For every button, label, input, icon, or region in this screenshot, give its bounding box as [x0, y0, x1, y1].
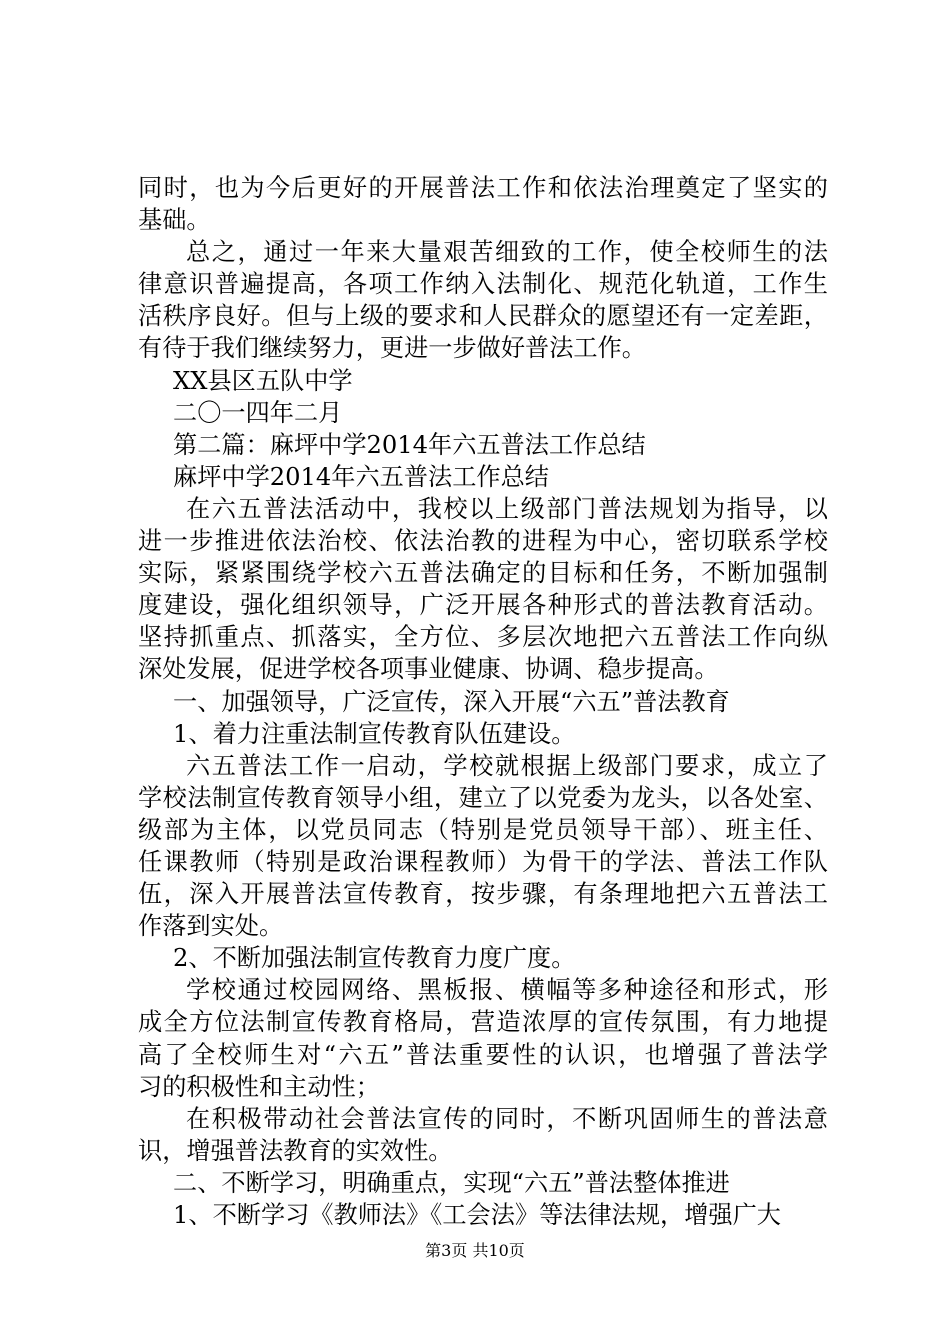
- text-line: 律意识普遍提高，各项工作纳入法制化、规范化轨道，工作生: [138, 270, 828, 299]
- text-line: 2、不断加强法制宣传教育力度广度。: [173, 944, 576, 973]
- document-body: [138, 172, 828, 1231]
- text-line: 级部为主体，以党员同志（特别是党员领导干部）、班主任、: [138, 815, 828, 844]
- text-line: 坚持抓重点、抓落实，全方位、多层次地把六五普法工作向纵: [138, 623, 828, 652]
- text-line: 度建设，强化组织领导，广泛开展各种形式的普法教育活动。: [138, 591, 828, 620]
- page-footer: [0, 1241, 950, 1261]
- text-line: 作落到实处。: [138, 912, 284, 941]
- text-line: 六五普法工作一启动，学校就根据上级部门要求，成立了: [186, 751, 828, 780]
- text-line: 麻坪中学2014年六五普法工作总结: [173, 462, 549, 491]
- text-line: 二、不断学习，明确重点，实现“六五”普法整体推进: [173, 1168, 730, 1197]
- text-line: 高了全校师生对“六五”普法重要性的认识，也增强了普法学: [138, 1040, 828, 1069]
- text-line: 基础。: [138, 206, 211, 235]
- text-line: 学校法制宣传教育领导小组，建立了以党委为龙头，以各处室、: [138, 783, 828, 812]
- text-line: 习的积极性和主动性；: [138, 1072, 380, 1101]
- text-line: 任课教师（特别是政治课程教师）为骨干的学法、普法工作队: [138, 847, 828, 876]
- text-line: 二〇一四年二月: [173, 398, 343, 427]
- text-line: 识，增强普法教育的实效性。: [138, 1136, 453, 1165]
- text-line: 同时，也为今后更好的开展普法工作和依法治理奠定了坚实的: [138, 174, 828, 202]
- text-line: 1、着力注重法制宣传教育队伍建设。: [173, 719, 576, 748]
- text-line: 总之，通过一年来大量艰苦细致的工作，使全校师生的法: [186, 238, 828, 267]
- text-line: 进一步推进依法治校、依法治教的进程为中心，密切联系学校: [138, 527, 828, 556]
- text-line: 1、不断学习《教师法》《工会法》等法律法规，增强广大: [173, 1201, 781, 1229]
- text-line: 成全方位法制宣传教育格局，营造浓厚的宣传氛围，有力地提: [138, 1008, 828, 1037]
- text-line: 活秩序良好。但与上级的要求和人民群众的愿望还有一定差距，: [138, 302, 828, 331]
- page-number: 第3页 共10页: [425, 1241, 525, 1260]
- text-line: 实际，紧紧围绕学校六五普法确定的目标和任务，不断加强制: [138, 559, 828, 588]
- text-line: 有待于我们继续努力，更进一步做好普法工作。: [138, 334, 646, 363]
- text-line: 深处发展，促进学校各项事业健康、协调、稳步提高。: [138, 655, 719, 684]
- text-line: 在六五普法活动中，我校以上级部门普法规划为指导，以: [186, 494, 828, 523]
- text-line: 第二篇：麻坪中学2014年六五普法工作总结: [173, 430, 646, 459]
- text-line: 学校通过校园网络、黑板报、横幅等多种途径和形式，形: [186, 976, 828, 1005]
- text-line: 一、加强领导，广泛宣传，深入开展“六五”普法教育: [173, 687, 730, 716]
- text-line: 在积极带动社会普法宣传的同时，不断巩固师生的普法意: [186, 1104, 828, 1133]
- text-line: XX县区五队中学: [173, 366, 353, 395]
- text-line: 伍，深入开展普法宣传教育，按步骤，有条理地把六五普法工: [138, 880, 828, 909]
